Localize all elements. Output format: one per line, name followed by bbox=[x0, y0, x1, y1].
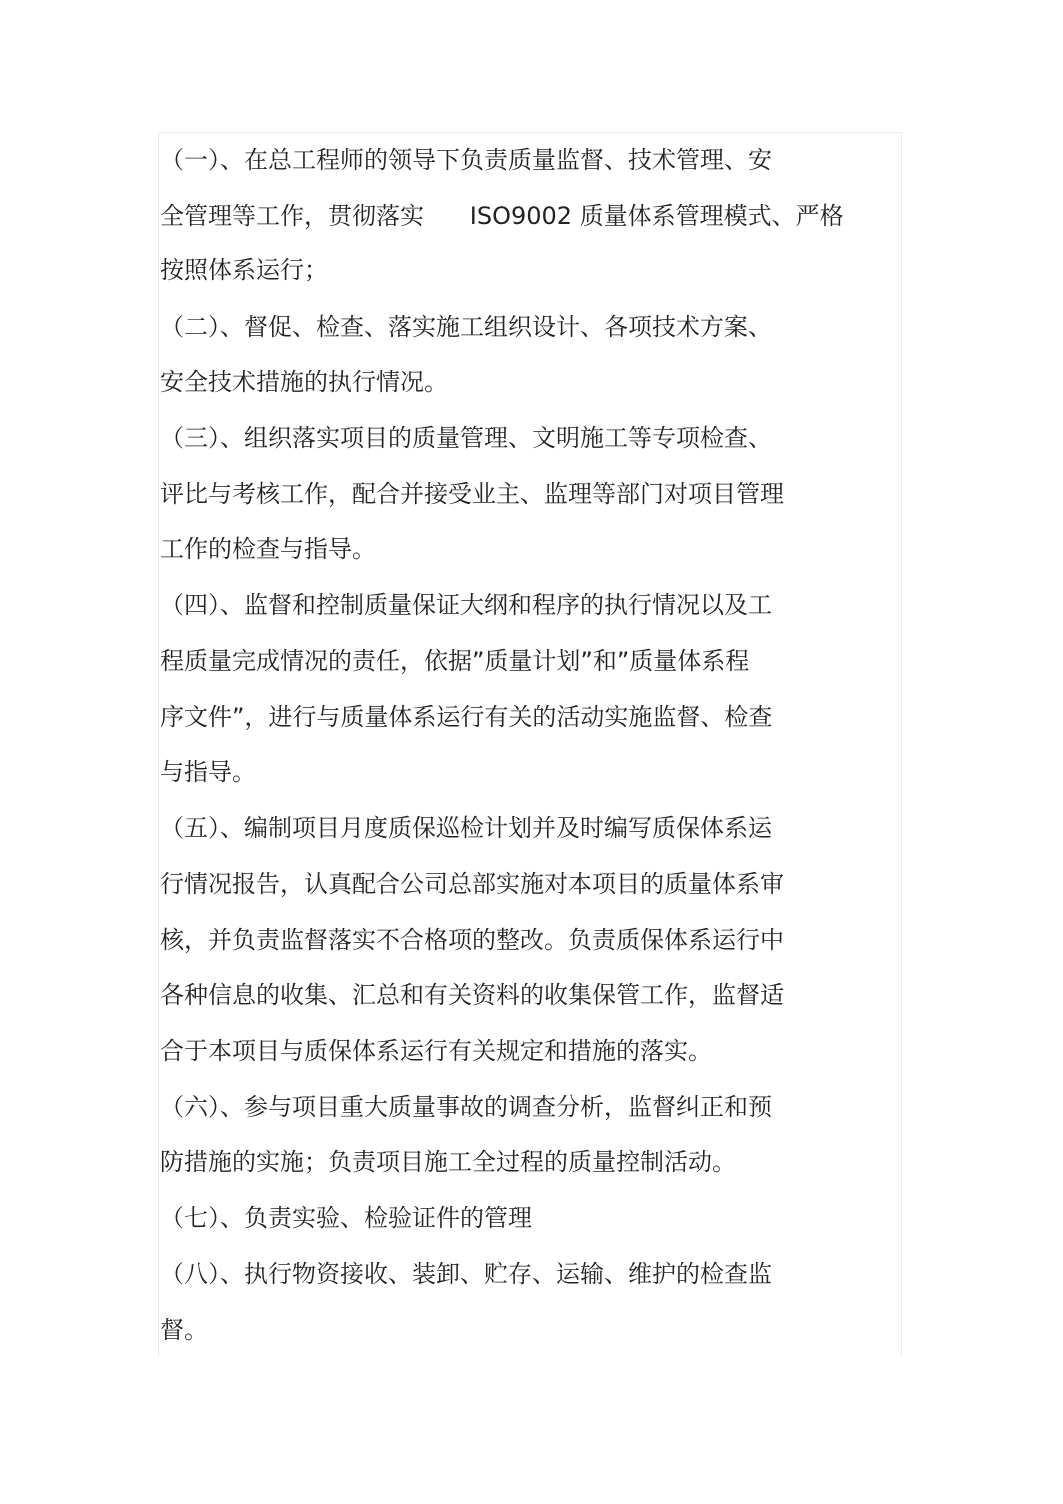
text-line: （四）、监督和控制质量保证大纲和程序的执行情况以及工 bbox=[160, 591, 772, 619]
text-line: 行情况报告，认真配合公司总部实施对本项目的质量体系审 bbox=[160, 870, 784, 898]
text-line: 全管理等工作，贯彻落实 ISO9002 质量体系管理模式、严格 bbox=[160, 202, 844, 230]
text-line: （二）、督促、检查、落实施工组织设计、各项技术方案、 bbox=[160, 313, 772, 341]
text-line: 防措施的实施；负责项目施工全过程的质量控制活动。 bbox=[160, 1148, 736, 1176]
text-line: 核，并负责监督落实不合格项的整改。负责质保体系运行中 bbox=[160, 926, 784, 954]
text-line: 程质量完成情况的责任，依据”质量计划”和”质量体系程 bbox=[160, 647, 750, 675]
text-line: 工作的检查与指导。 bbox=[160, 535, 376, 563]
text-line: （六）、参与项目重大质量事故的调查分析，监督纠正和预 bbox=[160, 1093, 772, 1121]
text-line: 安全技术措施的执行情况。 bbox=[160, 368, 448, 396]
text-line: 督。 bbox=[160, 1316, 208, 1344]
text-line: 按照体系运行； bbox=[160, 256, 328, 284]
text-line: （一）、在总工程师的领导下负责质量监督、技术管理、安 bbox=[160, 146, 772, 174]
text-line: （八）、执行物资接收、装卸、贮存、运输、维护的检查监 bbox=[160, 1260, 772, 1288]
text-line: 序文件”，进行与质量体系运行有关的活动实施监督、检查 bbox=[160, 703, 773, 731]
text-line: 合于本项目与质保体系运行有关规定和措施的落实。 bbox=[160, 1037, 712, 1065]
text-line: 评比与考核工作，配合并接受业主、监理等部门对项目管理 bbox=[160, 480, 784, 508]
text-line: （五）、编制项目月度质保巡检计划并及时编写质保体系运 bbox=[160, 814, 772, 842]
text-line: 各种信息的收集、汇总和有关资料的收集保管工作，监督适 bbox=[160, 981, 784, 1009]
text-line: （七）、负责实验、检验证件的管理 bbox=[160, 1204, 532, 1232]
text-line: （三）、组织落实项目的质量管理、文明施工等专项检查、 bbox=[160, 424, 772, 452]
text-line: 与指导。 bbox=[160, 758, 256, 786]
